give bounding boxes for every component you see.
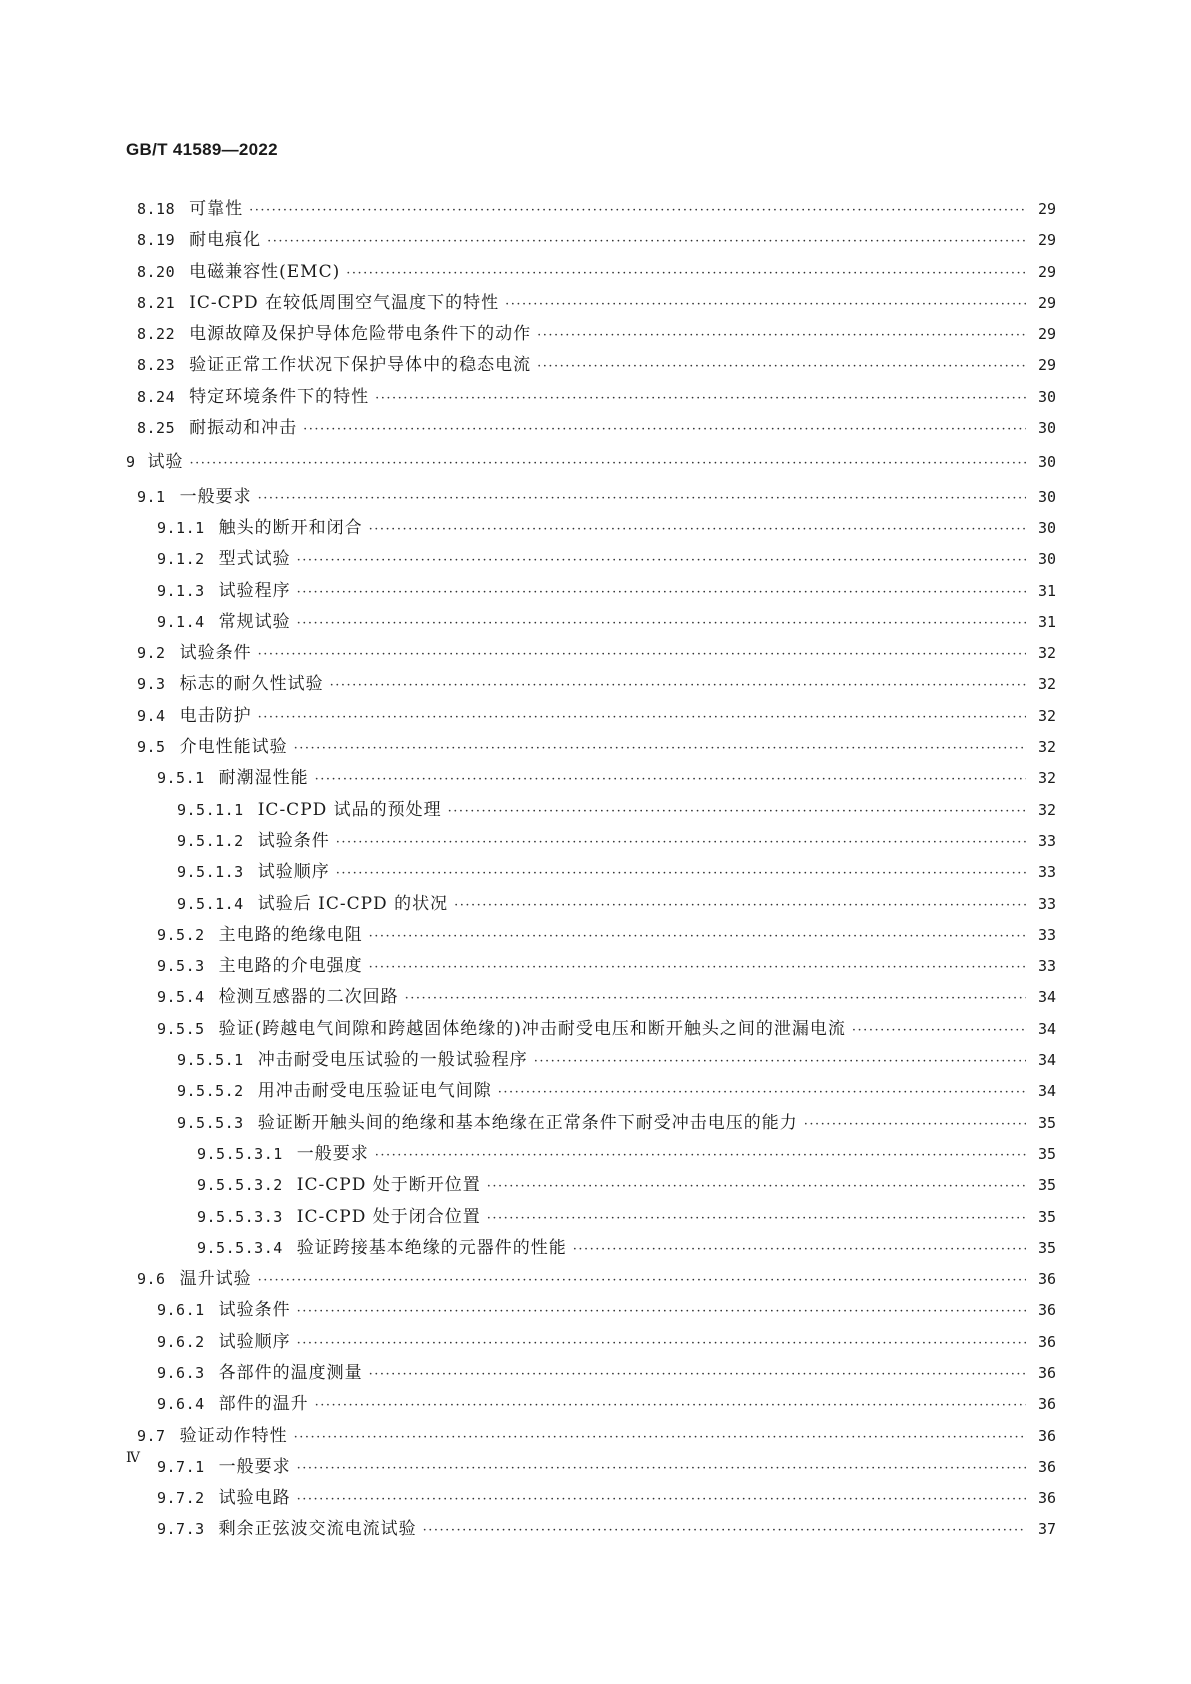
toc-entry-number: 9.5.3 xyxy=(157,957,205,976)
toc-entry[interactable] xyxy=(126,1327,1056,1358)
toc-entry-page: 35 xyxy=(1037,1144,1056,1163)
toc-entry-title: 验证正常工作状况下保护导体中的稳态电流 xyxy=(189,355,532,376)
toc-entry-page: 29 xyxy=(1037,200,1056,218)
toc-dot-leader xyxy=(573,1234,1026,1265)
toc-entry-number: 9.5.4 xyxy=(157,988,205,1007)
toc-entry-page: 36 xyxy=(1037,1457,1056,1476)
toc-entry-page: 30 xyxy=(1037,387,1056,406)
toc-entry-number: 8.21 xyxy=(137,293,176,312)
toc-entry[interactable] xyxy=(126,1233,1056,1264)
toc-entry-title: IC-CPD 处于闭合位置 xyxy=(296,1206,481,1227)
toc-entry-page: 34 xyxy=(1037,1019,1056,1038)
toc-dot-leader xyxy=(537,351,1026,382)
toc-dot-leader xyxy=(297,577,1026,608)
toc-entry-page: 30 xyxy=(1037,550,1056,569)
toc-entry-page: 34 xyxy=(1037,1082,1056,1101)
toc-entry[interactable] xyxy=(126,1358,1056,1389)
toc-entry-page: 29 xyxy=(1037,262,1056,281)
toc-entry-title: 试验电路 xyxy=(218,1488,291,1509)
document-code-header: GB/T 41589—2022 xyxy=(126,140,278,159)
toc-entry-page: 30 xyxy=(1037,453,1056,472)
toc-entry-page: 32 xyxy=(1037,769,1056,788)
toc-entry-number: 9.1.2 xyxy=(157,550,205,569)
toc-entry[interactable] xyxy=(126,447,1056,478)
toc-dot-leader xyxy=(804,1109,1026,1140)
toc-entry[interactable] xyxy=(126,513,1056,544)
toc-entry[interactable] xyxy=(126,638,1056,669)
table-of-contents xyxy=(126,194,1056,1546)
toc-entry-title: 验证(跨越电气间隙和跨越固体绝缘的)冲击耐受电压和断开触头之间的泄漏电流 xyxy=(218,1018,846,1039)
toc-entry[interactable] xyxy=(126,319,1056,350)
toc-entry-number: 8.20 xyxy=(137,262,176,281)
toc-dot-leader xyxy=(537,320,1026,351)
toc-entry-number: 9.3 xyxy=(137,675,166,694)
toc-entry-number: 8.25 xyxy=(137,419,176,438)
toc-entry[interactable] xyxy=(126,1202,1056,1233)
toc-dot-leader xyxy=(294,1422,1026,1453)
toc-entry-title: 主电路的介电强度 xyxy=(218,956,363,977)
toc-entry[interactable] xyxy=(126,544,1056,575)
toc-entry-title: 各部件的温度测量 xyxy=(218,1362,363,1383)
toc-entry-number: 9.6.3 xyxy=(157,1363,205,1382)
toc-entry-page: 29 xyxy=(1037,231,1056,250)
toc-entry-title: 试验顺序 xyxy=(257,862,330,883)
toc-entry[interactable] xyxy=(126,857,1056,888)
toc-entry-page: 33 xyxy=(1037,925,1056,944)
toc-entry-title: 电磁兼容性(EMC) xyxy=(189,261,341,282)
toc-entry-number: 9.7.2 xyxy=(157,1489,205,1508)
toc-entry-number: 9 xyxy=(126,453,136,472)
toc-entry-title: 型式试验 xyxy=(218,549,291,570)
toc-entry-title: 主电路的绝缘电阻 xyxy=(218,924,363,945)
toc-entry-number: 9.5.1.3 xyxy=(177,863,244,882)
toc-dot-leader xyxy=(315,764,1026,795)
toc-entry[interactable] xyxy=(126,889,1056,920)
toc-entry-number: 9.5.2 xyxy=(157,925,205,944)
toc-entry[interactable] xyxy=(126,1170,1056,1201)
toc-entry-number: 9.7.1 xyxy=(157,1457,205,1476)
toc-dot-leader xyxy=(534,1046,1026,1077)
toc-entry-page: 35 xyxy=(1037,1207,1056,1226)
toc-entry-number: 9.7 xyxy=(137,1426,166,1445)
toc-entry[interactable] xyxy=(126,1076,1056,1107)
toc-dot-leader xyxy=(297,1328,1026,1359)
toc-entry[interactable] xyxy=(126,413,1056,444)
toc-dot-leader xyxy=(375,1140,1026,1171)
toc-entry-title: 冲击耐受电压试验的一般试验程序 xyxy=(257,1050,528,1071)
toc-entry-number: 8.24 xyxy=(137,387,176,406)
toc-entry-number: 9.5.5.1 xyxy=(177,1051,244,1070)
toc-entry-title: 耐振动和冲击 xyxy=(189,418,298,439)
toc-dot-leader xyxy=(375,383,1026,414)
toc-entry[interactable] xyxy=(126,1108,1056,1139)
toc-entry-title: 部件的温升 xyxy=(218,1394,309,1415)
toc-entry[interactable] xyxy=(126,1483,1056,1514)
toc-dot-leader xyxy=(258,639,1026,670)
toc-entry-page: 36 xyxy=(1037,1270,1056,1289)
toc-entry-number: 9.1.4 xyxy=(157,612,205,631)
toc-entry-page: 36 xyxy=(1037,1395,1056,1414)
toc-entry[interactable] xyxy=(126,1421,1056,1452)
toc-entry-number: 9.7.3 xyxy=(157,1520,205,1539)
toc-entry-title: 电击防护 xyxy=(179,705,252,726)
toc-entry-title: 触头的断开和闭合 xyxy=(218,517,363,538)
toc-entry-page: 35 xyxy=(1037,1113,1056,1132)
toc-entry-number: 8.19 xyxy=(137,231,176,250)
toc-entry-title: 耐潮湿性能 xyxy=(218,768,309,789)
toc-entry-title: 用冲击耐受电压验证电气间隙 xyxy=(257,1081,492,1102)
toc-entry-page: 30 xyxy=(1037,518,1056,537)
toc-dot-leader xyxy=(448,796,1026,827)
toc-entry[interactable] xyxy=(126,350,1056,381)
toc-entry-page: 32 xyxy=(1037,706,1056,725)
toc-entry-page: 31 xyxy=(1037,612,1056,631)
toc-entry-number: 9.6.1 xyxy=(157,1301,205,1320)
toc-entry-title: 验证动作特性 xyxy=(179,1425,288,1446)
toc-entry-number: 9.5 xyxy=(137,738,166,757)
toc-entry-title: 试验顺序 xyxy=(218,1331,291,1352)
toc-entry-number: 9.5.5 xyxy=(157,1019,205,1038)
toc-entry[interactable] xyxy=(126,1139,1056,1170)
toc-entry-page: 32 xyxy=(1037,644,1056,663)
toc-entry-number: 9.5.5.3.1 xyxy=(197,1144,283,1163)
toc-dot-leader xyxy=(258,1265,1026,1296)
toc-entry-title: 一般要求 xyxy=(179,486,252,507)
toc-entry-number: 9.5.1.1 xyxy=(177,800,244,819)
toc-entry-number: 9.4 xyxy=(137,706,166,725)
toc-entry[interactable] xyxy=(126,576,1056,607)
toc-dot-leader xyxy=(297,1484,1026,1515)
toc-entry-title: 试验条件 xyxy=(257,830,330,851)
toc-dot-leader xyxy=(369,514,1026,545)
toc-entry[interactable] xyxy=(126,763,1056,794)
toc-entry-number: 9.6.4 xyxy=(157,1395,205,1414)
toc-dot-leader xyxy=(369,921,1026,952)
toc-entry-page: 29 xyxy=(1037,356,1056,375)
toc-entry[interactable] xyxy=(126,826,1056,857)
page-number: Ⅳ xyxy=(126,1450,141,1466)
toc-entry-number: 9.6 xyxy=(137,1270,166,1289)
toc-entry-number: 8.23 xyxy=(137,356,176,375)
toc-entry-page: 29 xyxy=(1037,293,1056,312)
toc-entry-title: 试验程序 xyxy=(218,580,291,601)
toc-entry-title: 验证跨接基本绝缘的元器件的性能 xyxy=(296,1237,567,1258)
toc-entry-number: 9.1.3 xyxy=(157,581,205,600)
toc-entry-title: 一般要求 xyxy=(218,1456,291,1477)
toc-entry-page: 30 xyxy=(1037,419,1056,438)
toc-entry-title: 试验条件 xyxy=(179,643,252,664)
toc-entry-number: 8.18 xyxy=(137,200,176,218)
toc-entry-page: 37 xyxy=(1037,1520,1056,1539)
toc-dot-leader xyxy=(330,670,1026,701)
toc-entry[interactable] xyxy=(126,225,1056,256)
toc-entry-number: 9.5.1.2 xyxy=(177,831,244,850)
toc-entry-page: 33 xyxy=(1037,894,1056,913)
toc-entry-title: 剩余正弦波交流电流试验 xyxy=(218,1519,417,1540)
toc-entry[interactable] xyxy=(126,701,1056,732)
toc-entry[interactable] xyxy=(126,1014,1056,1045)
toc-entry-number: 9.5.1 xyxy=(157,769,205,788)
toc-entry-title: 试验条件 xyxy=(218,1300,291,1321)
toc-entry-title: 常规试验 xyxy=(218,611,291,632)
toc-entry-title: 验证断开触头间的绝缘和基本绝缘在正常条件下耐受冲击电压的能力 xyxy=(257,1112,798,1133)
toc-dot-leader xyxy=(303,414,1026,445)
toc-entry-number: 9.5.5.3.2 xyxy=(197,1176,283,1195)
toc-entry-page: 34 xyxy=(1037,988,1056,1007)
toc-entry[interactable] xyxy=(126,1045,1056,1076)
toc-dot-leader xyxy=(336,827,1026,858)
toc-entry-number: 9.5.5.2 xyxy=(177,1082,244,1101)
toc-entry-page: 32 xyxy=(1037,738,1056,757)
toc-entry[interactable] xyxy=(126,920,1056,951)
toc-entry-number: 9.1 xyxy=(137,487,166,506)
toc-entry-page: 33 xyxy=(1037,957,1056,976)
toc-entry-title: IC-CPD 处于断开位置 xyxy=(296,1175,481,1196)
toc-dot-leader xyxy=(423,1515,1026,1546)
toc-dot-leader xyxy=(498,1077,1026,1108)
toc-entry[interactable] xyxy=(126,1514,1056,1545)
toc-dot-leader xyxy=(249,195,1026,226)
toc-entry[interactable] xyxy=(126,288,1056,319)
toc-entry[interactable] xyxy=(126,1389,1056,1420)
toc-entry-title: 试验后 IC-CPD 的状况 xyxy=(257,893,449,914)
toc-dot-leader xyxy=(336,858,1026,889)
toc-dot-leader xyxy=(405,983,1026,1014)
toc-entry[interactable] xyxy=(126,795,1056,826)
toc-dot-leader xyxy=(369,1359,1026,1390)
toc-dot-leader xyxy=(190,448,1026,479)
toc-entry-page: 32 xyxy=(1037,800,1056,819)
toc-entry-page: 36 xyxy=(1037,1332,1056,1351)
toc-entry-number: 9.6.2 xyxy=(157,1332,205,1351)
toc-entry[interactable] xyxy=(126,607,1056,638)
toc-entry[interactable] xyxy=(126,1452,1056,1483)
toc-dot-leader xyxy=(294,733,1026,764)
toc-entry-page: 36 xyxy=(1037,1489,1056,1508)
toc-entry-page: 30 xyxy=(1037,487,1056,506)
toc-entry-number: 9.5.5.3 xyxy=(177,1113,244,1132)
toc-entry-number: 9.2 xyxy=(137,644,166,663)
toc-entry-page: 35 xyxy=(1037,1238,1056,1257)
toc-dot-leader xyxy=(487,1171,1026,1202)
toc-dot-leader xyxy=(852,1015,1026,1046)
toc-entry-page: 33 xyxy=(1037,863,1056,882)
toc-entry-title: 标志的耐久性试验 xyxy=(179,674,324,695)
toc-entry-title: 检测互感器的二次回路 xyxy=(218,987,399,1008)
toc-entry[interactable] xyxy=(126,951,1056,982)
toc-entry-title: 耐电痕化 xyxy=(189,230,262,251)
toc-dot-leader xyxy=(346,258,1026,289)
toc-entry-page: 36 xyxy=(1037,1426,1056,1445)
toc-dot-leader xyxy=(258,483,1026,514)
toc-dot-leader xyxy=(369,952,1026,983)
toc-dot-leader xyxy=(505,289,1026,320)
toc-entry[interactable] xyxy=(126,194,1056,225)
toc-entry-title: 温升试验 xyxy=(179,1269,252,1290)
toc-entry-number: 9.5.5.3.3 xyxy=(197,1207,283,1226)
toc-entry[interactable] xyxy=(126,382,1056,413)
toc-entry[interactable] xyxy=(126,669,1056,700)
toc-entry-page: 32 xyxy=(1037,675,1056,694)
toc-entry[interactable] xyxy=(126,982,1056,1013)
toc-entry-page: 31 xyxy=(1037,581,1056,600)
toc-entry-title: 一般要求 xyxy=(296,1143,369,1164)
toc-entry-page: 33 xyxy=(1037,831,1056,850)
toc-dot-leader xyxy=(258,702,1026,733)
toc-dot-leader xyxy=(297,1453,1026,1484)
toc-entry-title: IC-CPD 在较低周围空气温度下的特性 xyxy=(189,292,500,313)
toc-entry[interactable] xyxy=(126,1264,1056,1295)
toc-entry[interactable] xyxy=(126,257,1056,288)
toc-entry-number: 9.5.5.3.4 xyxy=(197,1238,283,1257)
toc-entry-title: 可靠性 xyxy=(189,199,244,219)
toc-dot-leader xyxy=(487,1203,1026,1234)
toc-entry-page: 29 xyxy=(1037,325,1056,344)
toc-entry-page: 36 xyxy=(1037,1363,1056,1382)
toc-dot-leader xyxy=(315,1390,1026,1421)
toc-dot-leader xyxy=(297,608,1026,639)
toc-entry-title: 试验 xyxy=(147,452,184,473)
toc-entry-number: 9.1.1 xyxy=(157,518,205,537)
toc-entry-page: 35 xyxy=(1037,1176,1056,1195)
toc-entry-number: 9.5.1.4 xyxy=(177,894,244,913)
toc-dot-leader xyxy=(454,890,1026,921)
toc-dot-leader xyxy=(297,1296,1026,1327)
toc-entry-page: 34 xyxy=(1037,1051,1056,1070)
toc-entry-title: 特定环境条件下的特性 xyxy=(189,386,370,407)
toc-entry-title: IC-CPD 试品的预处理 xyxy=(257,799,442,820)
toc-entry-title: 介电性能试验 xyxy=(179,737,288,758)
toc-entry[interactable] xyxy=(126,482,1056,513)
toc-entry-number: 8.22 xyxy=(137,325,176,344)
toc-dot-leader xyxy=(267,226,1026,257)
toc-entry-title: 电源故障及保护导体危险带电条件下的动作 xyxy=(189,324,532,345)
toc-entry-page: 36 xyxy=(1037,1301,1056,1320)
toc-entry[interactable] xyxy=(126,732,1056,763)
toc-entry[interactable] xyxy=(126,1295,1056,1326)
toc-dot-leader xyxy=(297,545,1026,576)
